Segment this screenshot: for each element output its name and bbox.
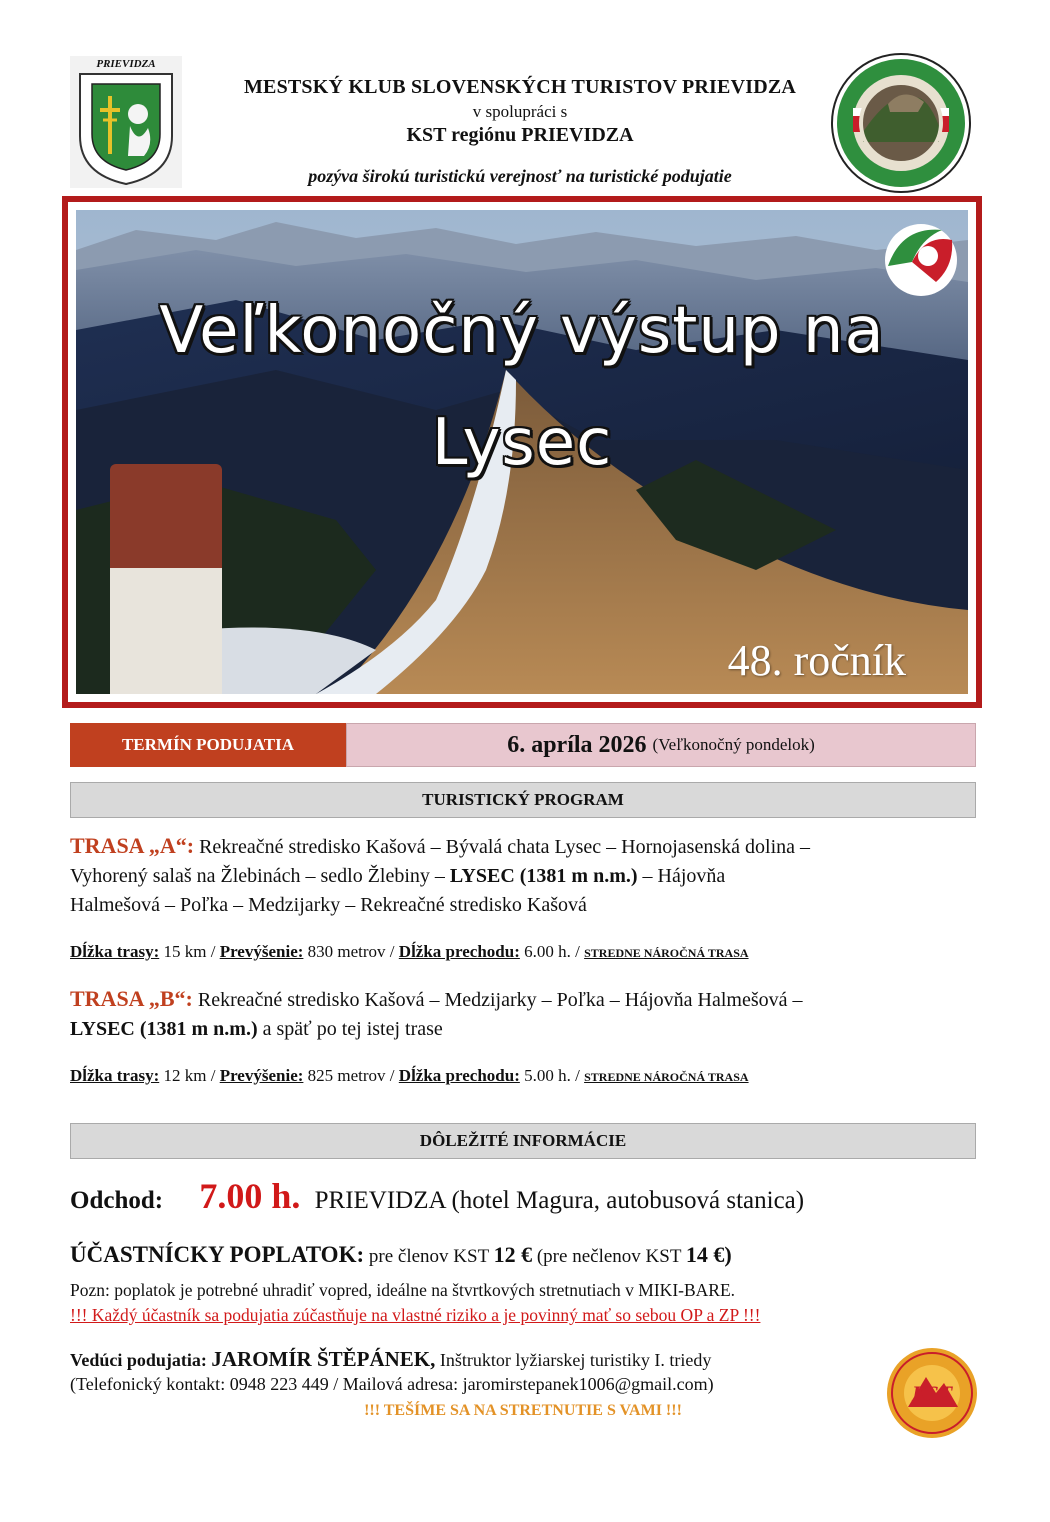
fee-note: Pozn: poplatok je potrebné uhradiť vopred, ideálne na štvrtkových stretnutiach v MIKI-BARE. <box>70 1280 736 1300</box>
organization-name: MESTSKÝ KLUB SLOVENSKÝCH TURISTOV PRIEVIDZA <box>243 76 797 98</box>
fee-members-text: pre členov KST <box>368 1246 489 1267</box>
partner-name: KST regiónu PRIEVIDZA <box>406 124 634 146</box>
velka-fatra-logo <box>882 216 960 298</box>
route-a-text-2b: – Hájovňa <box>642 865 726 887</box>
info-heading: DÔLEŽITÉ INFORMÁCIE <box>70 1123 976 1159</box>
route-a-peak: LYSEC (1381 m n.m.) <box>449 865 638 887</box>
event-title-line1: Veľkonočný výstup na <box>159 294 885 368</box>
trail-marker-post <box>110 464 222 694</box>
route-a-label: TRASA „A“: <box>70 833 195 858</box>
leader-line <box>70 1347 711 1372</box>
departure-line <box>70 1175 804 1217</box>
route-a-duration-value: 6.00 h. / <box>524 942 580 961</box>
leader-name: JAROMÍR ŠTĚPÁNEK, <box>211 1347 436 1371</box>
fee-nonmembers-text: (pre nečlenov KST <box>536 1246 682 1267</box>
route-a-stats <box>70 942 990 962</box>
route-a-description <box>70 831 980 920</box>
route-a-text-3: Halmešová – Poľka – Medzijarky – Rekreačné stredisko Kašová <box>70 894 587 916</box>
route-b-text-2: a späť po tej istej trase <box>262 1018 443 1040</box>
hero-banner <box>62 196 982 708</box>
fee-members-amount: 12 € <box>493 1242 533 1267</box>
term-label: TERMÍN PODUJATIA <box>70 723 346 767</box>
logo-left-text: PRIEVIDZA <box>96 58 156 70</box>
route-a-length-value: 15 km / <box>163 942 216 961</box>
route-b-difficulty: STREDNE NÁROČNÁ TRASA <box>584 1070 749 1084</box>
route-a-elevation-value: 830 metrov / <box>307 942 395 961</box>
route-b-elevation-label: Prevýšenie: <box>219 1066 304 1085</box>
route-b-peak: LYSEC (1381 m n.m.) <box>70 1018 258 1040</box>
route-a-length-label: Dĺžka trasy: <box>70 942 160 961</box>
city-club-logo <box>70 56 182 188</box>
leader-label: Vedúci podujatia: <box>70 1350 207 1370</box>
route-b-duration-value: 5.00 h. / <box>524 1066 580 1085</box>
route-a-elevation-label: Prevýšenie: <box>219 942 304 961</box>
fee-line <box>70 1242 732 1268</box>
route-b-length-label: Dĺžka trasy: <box>70 1066 160 1085</box>
kst-logo-text: KST <box>911 1381 953 1406</box>
route-a-difficulty: STREDNE NÁROČNÁ TRASA <box>584 946 749 960</box>
hero-landscape-image <box>76 210 968 694</box>
event-title-line2: Lysec <box>431 406 613 480</box>
contact-line: (Telefonický kontakt: 0948 223 449 / Mailová adresa: jaromirstepanek1006@gmail.com) <box>70 1374 714 1394</box>
event-date: 6. apríla 2026 <box>507 731 647 758</box>
leader-title: Inštruktor lyžiarskej turistiky I. triedy <box>439 1350 712 1370</box>
route-b-description <box>70 984 980 1044</box>
invitation-text: pozýva širokú turistickú verejnosť na turistické podujatie <box>308 166 732 186</box>
route-b-label: TRASA „B“: <box>70 986 193 1011</box>
regional-club-logo <box>830 52 972 194</box>
term-date-box <box>346 723 976 767</box>
route-b-length-value: 12 km / <box>163 1066 216 1085</box>
cooperation-text: v spolupráci s <box>472 102 568 121</box>
route-b-stats <box>70 1066 990 1086</box>
route-a-duration-label: Dĺžka prechodu: <box>398 942 520 961</box>
closing-line: !!! TEŠÍME SA NA STRETNUTIE S VAMI !!! <box>364 1402 682 1419</box>
departure-city: PRIEVIDZA <box>314 1187 446 1214</box>
route-a-text-1: Rekreačné stredisko Kašová – Bývalá chata Lysec – Hornojasenská dolina – <box>199 836 810 858</box>
route-b-elevation-value: 825 metrov / <box>307 1066 395 1085</box>
edition-label: 48. ročník <box>727 636 906 685</box>
departure-label: Odchod: <box>70 1187 164 1214</box>
event-date-note: (Veľkonočný pondelok) <box>652 735 815 754</box>
kst-logo <box>886 1347 978 1439</box>
program-heading: TURISTICKÝ PROGRAM <box>70 782 976 818</box>
risk-warning: !!! Každý účastník sa podujatia zúčastňuje na vlastné riziko a je povinný mať so sebou OP a ZP !!! <box>70 1305 761 1325</box>
departure-time: 7.00 h. <box>199 1176 301 1216</box>
fee-nonmembers-amount: 14 €) <box>685 1242 732 1267</box>
fee-label: ÚČASTNÍCKY POPLATOK: <box>70 1242 365 1267</box>
route-b-text-1: Rekreačné stredisko Kašová – Medzijarky – Poľka – Hájovňa Halmešová – <box>197 989 803 1011</box>
route-b-duration-label: Dĺžka prechodu: <box>398 1066 520 1085</box>
route-a-text-2a: Vyhorený salaš na Žlebinách – sedlo Žlebiny – <box>70 865 445 887</box>
departure-place: (hotel Magura, autobusová stanica) <box>451 1187 805 1214</box>
